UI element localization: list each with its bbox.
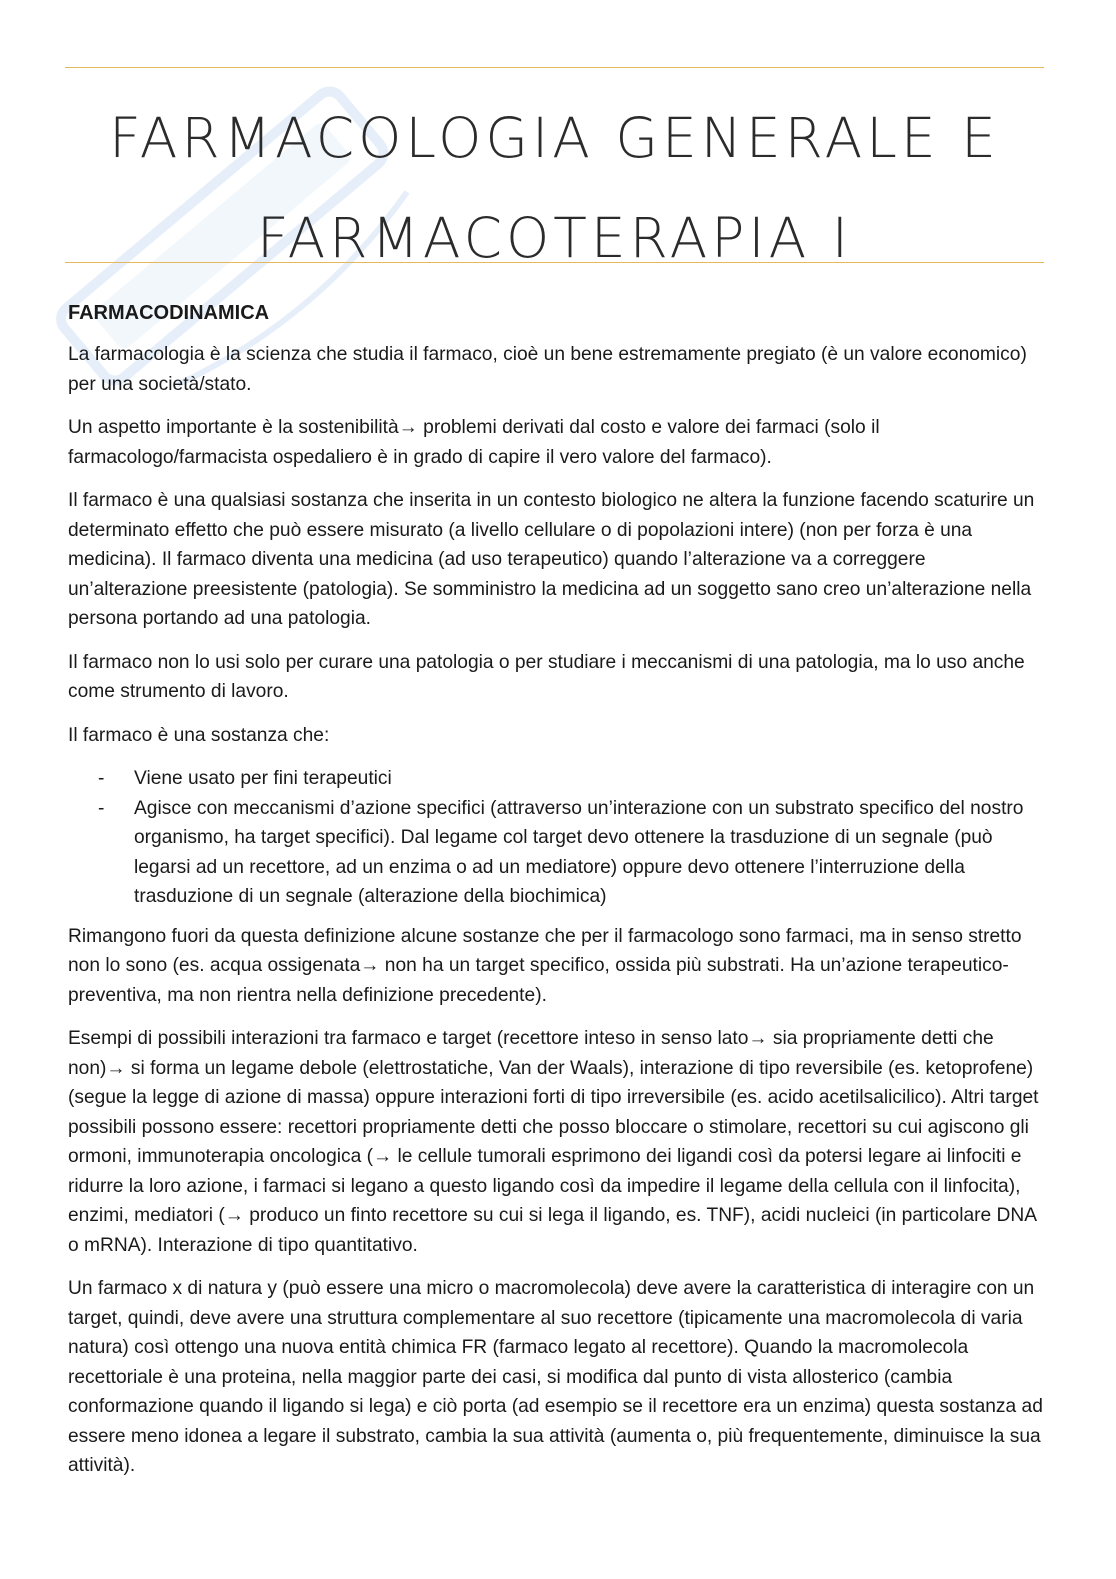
paragraph: Il farmaco è una sostanza che: [68, 724, 330, 746]
paragraph: Il farmaco è una qualsiasi sostanza che inserita in un contesto biologico ne altera la funzione facendo scaturire un determinato effetto che può essere misurato (a livello cellulare o di popolazioni intere) (non per forza è una medicina). Il farmaco diventa una medicina (ad uso terapeutico) quando l’alterazione va a correggere un’alterazione preesistente (patologia). Se somministro la medicina ad un soggetto sano creo un’alterazione nella persona portando ad una patologia. [68, 490, 1035, 629]
title-line: FARMACOTERAPIA I [257, 206, 852, 270]
paragraph: Un aspetto importante è la sostenibilità→ problemi derivati dal costo e valore dei farmaci (solo il farmacologo/farmacista ospedaliero è in grado di capire il vero valore del farmaco). [68, 417, 880, 468]
list-dash: - [98, 797, 105, 819]
title-line: FARMACOLOGIA GENERALE E [109, 106, 1000, 170]
document-body [68, 298, 1043, 1495]
section-heading: FARMACODINAMICA [68, 302, 270, 324]
list-item-text: Viene usato per fini terapeutici [134, 768, 392, 789]
title-bottom-rule [65, 262, 1044, 263]
list-item [68, 764, 1043, 794]
paragraph: Il farmaco non lo usi solo per curare una patologia o per studiare i meccanismi di una patologia, ma lo uso anche come strumento di lavoro. [68, 651, 1025, 702]
list-dash: - [98, 768, 105, 789]
title-top-rule [65, 67, 1044, 68]
bullet-list [68, 764, 1043, 912]
page-title [65, 88, 1044, 288]
paragraph: Rimangono fuori da questa definizione alcune sostanze che per il farmacologo sono farmaci, ma in senso stretto non lo sono (es. acqua ossigenata→ non ha un target specifico, ossida più substrati. Ha un’azione terapeutico-preventiva, ma non rientra nella definizione precedente). [68, 925, 1022, 1006]
paragraph: Un farmaco x di natura y (può essere una micro o macromolecola) deve avere la caratteristica di interagire con un target, quindi, deve avere una struttura complementare al suo recettore (tipicamente una macromolecola di varia natura) così ottengo una nuova entità chimica FR (farmaco legato al recettore). Quando la macromolecola recettoriale è una proteina, nella maggior parte dei casi, si modifica dal punto di vista allosterico (cambia conformazione quando il ligando si lega) e ciò porta (ad esempio se il recettore era un enzima) questa sostanza ad essere meno idonea a legare il substrato, cambia la sua attività (aumenta o, più frequentemente, diminuisce la sua attività). [68, 1278, 1043, 1476]
list-item-text: Agisce con meccanismi d’azione specifici (attraverso un’interazione con un substrato specifico del nostro organismo, ha target specifici). Dal legame col target devo ottenere la trasduzione di un segnale (può legarsi ad un recettore, ad un enzima o ad un mediatore) oppure devo ottenere l’interruzione della trasduzione di un segnale (alterazione della biochimica) [134, 797, 1024, 907]
paragraph: Esempi di possibili interazioni tra farmaco e target (recettore inteso in senso lato→ sia propriamente detti che non)→ si forma un legame debole (elettrostatiche, Van der Waals), interazione di tipo reversibile (es. ketoprofene) (segue la legge di azione di massa) oppure interazioni forti di tipo irreversibile (es. acido acetilsalicilico). Altri target possibili possono essere: recettori propriamente detti che posso bloccare o stimolare, recettori su cui agiscono gli ormoni, immunoterapia oncologica (→ le cellule tumorali esprimono dei ligandi così da potersi legare ai linfociti e ridurre la loro azione, i farmaci si legano a questo ligando così da impedire il legame della cellula con il linfocita), enzimi, mediatori (→ produco un finto recettore su cui si lega il ligando, es. TNF), acidi nucleici (in particolare DNA o mRNA). Interazione di tipo quantitativo. [68, 1028, 1039, 1256]
list-item [68, 794, 1043, 912]
paragraph: La farmacologia è la scienza che studia il farmaco, cioè un bene estremamente pregiato (è un valore economico) per una società/stato. [68, 344, 1027, 395]
